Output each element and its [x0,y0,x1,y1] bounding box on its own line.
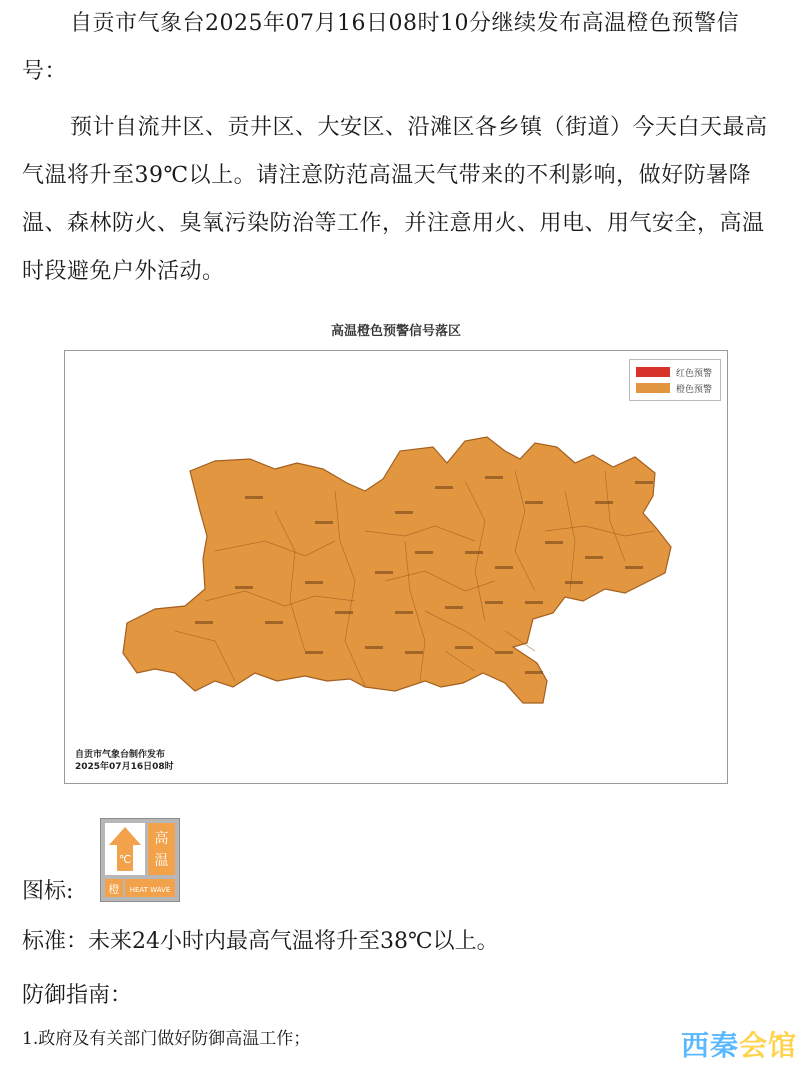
credit-org: 自贡市气象台制作发布 [75,750,166,760]
township-label-mark [395,511,413,514]
township-label-mark [525,671,543,674]
township-label-mark [265,621,283,624]
township-label-mark [525,501,543,504]
guide-item-1: 1.政府及有关部门做好防御高温工作； [22,1029,311,1049]
warning-area-shape [123,437,671,703]
legend-orange [636,382,712,394]
township-label-mark [315,521,333,524]
township-label-mark [595,501,613,504]
township-label-mark [305,581,323,584]
township-label-mark [485,476,503,479]
announcement-paragraph: 自贡市气象台2025年07月16日08时10分继续发布高温橙色预警信号： [22,11,739,84]
char-wen: 温 [154,853,169,869]
township-label-mark [415,551,433,554]
township-label-mark [495,566,513,569]
legend-red-label: 红色预警 [676,368,713,379]
legend-orange-label: 橙色预警 [676,384,713,395]
township-label-mark [195,621,213,624]
level-char: 橙 [108,883,120,896]
township-label-mark [625,566,643,569]
icon-label: 图标: [22,879,74,904]
heat-wave-text: HEAT WAVE [129,886,171,894]
char-gao: 高 [154,831,169,847]
map-frame [64,350,728,784]
heat-wave-orange-icon [100,818,180,902]
township-label-mark [455,646,473,649]
township-label-mark [495,651,513,654]
warning-map-figure [64,316,728,784]
township-label-mark [375,571,393,574]
map-legend [629,359,721,401]
red-swatch [636,367,670,377]
township-label-mark [545,541,563,544]
township-label-mark [585,556,603,559]
degree-symbol: ℃ [118,853,132,866]
township-label-mark [235,586,253,589]
watermark-part1: 西秦 [680,1029,739,1062]
forecast-paragraph: 预计自流井区、贡井区、大安区、沿滩区各乡镇（街道）今天白天最高气温将升至39℃以上。请注意防范高温天气带来的不利影响，做好防暑降温、森林防火、臭氧污染防治等工作，并注意用火、用电、用气安全，高温时段避免户外活动。 [22,115,768,284]
township-label-mark [635,481,653,484]
zigong-region-map [65,351,727,783]
map-credit [75,749,174,773]
township-label-mark [365,646,383,649]
township-label-mark [335,611,353,614]
legend-red [636,366,712,378]
township-label-mark [525,601,543,604]
township-label-mark [445,606,463,609]
guide-title: 防御指南： [22,983,133,1008]
watermark-logo [681,1024,797,1064]
map-title: 高温橙色预警信号落区 [330,324,461,339]
orange-swatch [636,383,670,393]
township-label-mark [565,581,583,584]
standard-text: 标准：未来24小时内最高气温将升至38℃以上。 [22,929,499,954]
credit-time: 2025年07月16日08时 [75,762,174,772]
township-label-mark [405,651,423,654]
township-label-mark [305,651,323,654]
township-label-mark [485,601,503,604]
township-label-mark [465,551,483,554]
heat-wave-icon-graphic [101,819,179,901]
watermark-part2: 会馆 [738,1029,797,1062]
township-label-mark [395,611,413,614]
township-label-mark [435,486,453,489]
township-label-mark [245,496,263,499]
